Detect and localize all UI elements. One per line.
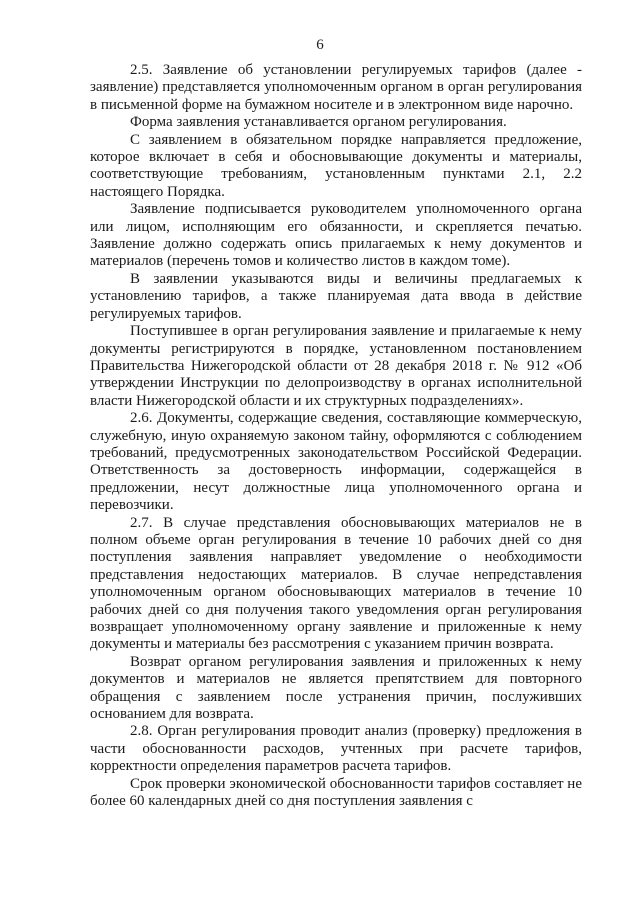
document-body [90, 62, 582, 810]
page-number: 6 [316, 37, 324, 53]
paragraph-registration: Поступившее в орган регулирования заявление и прилагаемые к нему документы регистрируются в порядке, установленном постановлением Правительства Нижегородской области от 28 декабря 2018 г. № 912 «Об утверждении Инструкции по делопроизводству в органах исполнительной власти Нижегородской области и их структурных подразделениях». [90, 323, 582, 409]
paragraph-tariff-types: В заявлении указываются виды и величины предлагаемых к установлению тарифов, а также планируемая дата ввода в действие регулируемых тарифов. [90, 270, 582, 322]
paragraph-term: Срок проверки экономической обоснованности тарифов составляет не более 60 календарных дней со дня поступления заявления с [90, 775, 582, 810]
paragraph-signature: Заявление подписывается руководителем уполномоченного органа или лицом, исполняющим его обязанности, и скрепляется печатью. Заявление должно содержать опись прилагаемых к нему документов и материалов (перечень томов и количество листов в каждом томе). [90, 201, 582, 270]
paragraph-2-8: 2.8. Орган регулирования проводит анализ (проверку) предложения в части обоснованности расходов, учтенных при расчете тарифов, корректности определения параметров расчета тарифов. [90, 723, 582, 775]
paragraph-return: Возврат органом регулирования заявления и приложенных к нему документов и материалов не является препятствием для повторного обращения с заявлением после устранения причин, послуживших основанием для возврата. [90, 653, 582, 723]
paragraph-2-7: 2.7. В случае представления обосновывающих материалов не в полном объеме орган регулирования в течение 10 рабочих дней со дня поступления заявления направляет уведомление о необходимости представления недостающих материалов. В случае непредставления уполномоченным органом обосновывающих материалов в течение 10 рабочих дней со дня получения такого уведомления орган регулирования возвращает уполномоченному органу заявление и приложенные к нему документы и материалы без рассмотрения с указанием причин возврата. [90, 514, 582, 653]
paragraph-2-6: 2.6. Документы, содержащие сведения, составляющие коммерческую, служебную, иную охраняемую законом тайну, оформляются с соблюдением требований, предусмотренных законодательством Российской Федерации. Ответственность за достоверность информации, содержащейся в предложении, несут должностные лица уполномоченного органа и перевозчики. [90, 410, 582, 514]
paragraph-proposal: С заявлением в обязательном порядке направляется предложение, которое включает в себя и обосновывающие документы и материалы, соответствующие требованиям, установленным пунктами 2.1, 2.2 настоящего Порядка. [90, 131, 582, 200]
paragraph-form: Форма заявления устанавливается органом регулирования. [130, 114, 507, 131]
paragraph-2-5: 2.5. Заявление об установлении регулируемых тарифов (далее - заявление) представляется уполномоченным органом в орган регулирования в письменной форме на бумажном носителе и в электронном виде нарочно. [90, 62, 582, 113]
